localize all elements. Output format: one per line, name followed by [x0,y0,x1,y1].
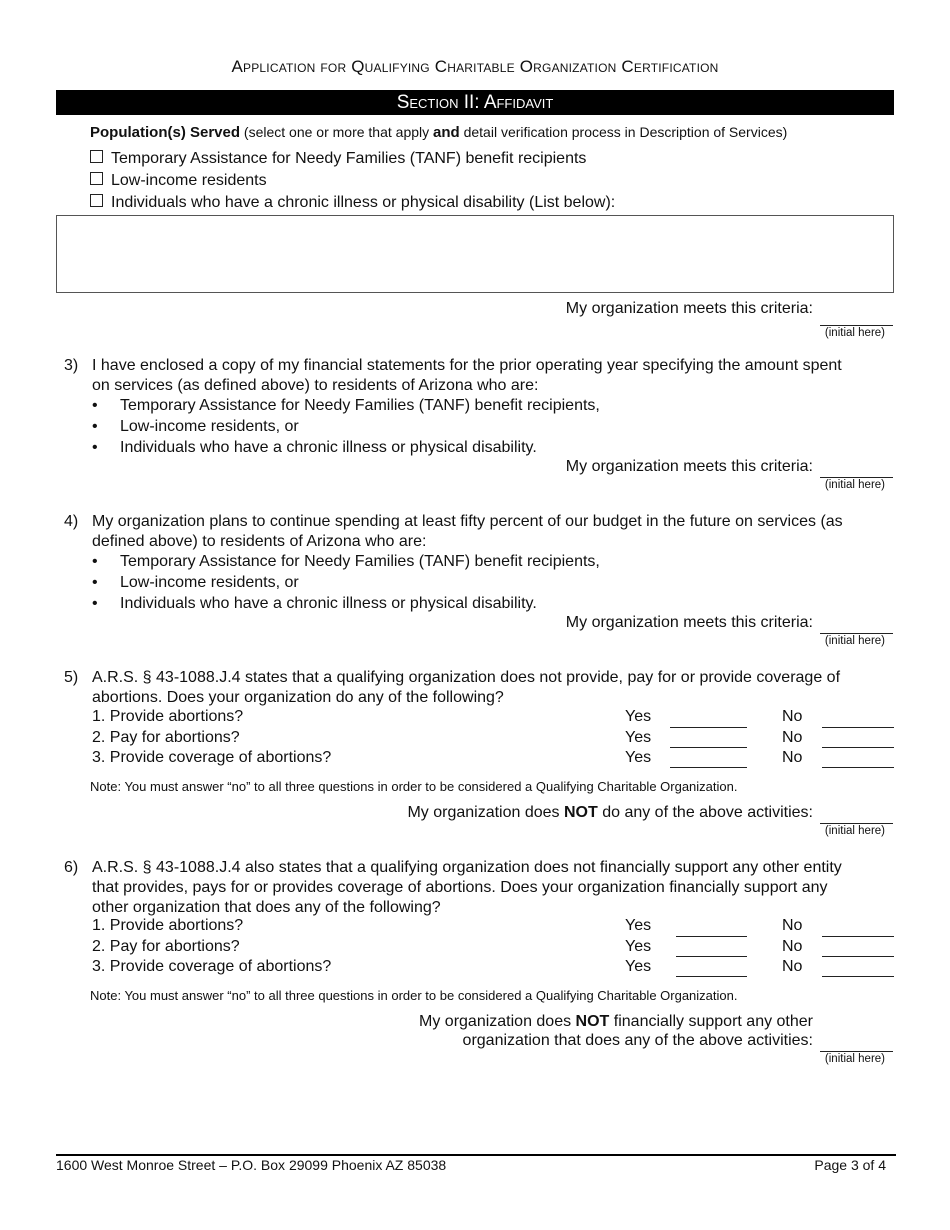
item3-bullet: • Individuals who have a chronic illness or physical disability. [92,439,537,456]
population-initial-label: (initial here) [824,327,885,339]
item5-criteria-pre: My organization does [407,804,564,821]
item4-bullet: • Temporary Assistance for Needy Families (TANF) benefit recipients, [92,553,600,570]
population-initial-field[interactable] [820,325,893,326]
item6-question: 1. Provide abortions? [92,917,244,934]
item5-q2-yes-field[interactable] [670,747,747,748]
item5-question: 3. Provide coverage of abortions? [92,749,332,766]
item6-note: Note: You must answer “no” to all three questions in order to be considered a Qualifying Charitable Organization. [90,988,738,1003]
item5-criteria-label [407,804,813,822]
item6-yes-label: Yes [625,917,652,934]
item4-line1: My organization plans to continue spending at least fifty percent of our budget in the future on services (as [92,513,843,530]
item6-q1-yes-field[interactable] [676,936,747,937]
tanf-checkbox[interactable] [90,150,103,163]
population-heading-text-2: detail verification process in Description of Services) [459,124,788,140]
item6-line2: that provides, pays for or provides coverage of abortions. Does your organization financially support any [92,879,828,896]
item3-bullet-text: Individuals who have a chronic illness or physical disability. [120,439,537,456]
page-number: Page 3 of 4 [814,1157,886,1173]
item3-criteria-label: My organization meets this criteria: [565,458,813,475]
population-heading-text: (select one or more that apply [240,124,434,140]
item5-q1-no-field[interactable] [822,727,894,728]
form-title: Application for Qualifying Charitable Organization Certification [231,57,719,76]
item6-criteria-label [419,1013,813,1031]
item3-line2: on services (as defined above) to residents of Arizona who are: [92,377,539,394]
item4-bullet-text: Individuals who have a chronic illness or physical disability. [120,595,537,612]
item4-line2: defined above) to residents of Arizona who are: [92,533,427,550]
item4-number: 4) [64,513,79,530]
item4-bullet: • Low-income residents, or [92,574,299,591]
item3-bullet: • Temporary Assistance for Needy Families (TANF) benefit recipients, [92,397,600,414]
item6-criteria-post: financially support any other [609,1013,813,1030]
item3-bullet-text: Temporary Assistance for Needy Families (TANF) benefit recipients, [120,397,600,414]
item4-bullet: • Individuals who have a chronic illness or physical disability. [92,595,537,612]
item6-no-label: No [782,917,803,934]
item3-line1: I have enclosed a copy of my financial statements for the prior operating year specifying the amount spent [92,357,842,374]
item5-no-label: No [782,729,803,746]
low-income-checkbox[interactable] [90,172,103,185]
item6-question: 3. Provide coverage of abortions? [92,958,332,975]
item6-q1-no-field[interactable] [822,936,894,937]
item6-criteria-label-2: organization that does any of the above activities: [462,1032,813,1049]
item6-initial-field[interactable] [820,1051,893,1052]
item5-no-label: No [782,749,803,766]
population-option-tanf [90,150,586,168]
item5-yes-label: Yes [625,708,652,725]
population-heading [90,124,787,141]
item5-note: Note: You must answer “no” to all three questions in order to be considered a Qualifying Charitable Organization. [90,779,738,794]
item5-yes-label: Yes [625,749,652,766]
item5-q1-yes-field[interactable] [670,727,747,728]
item3-bullet: • Low-income residents, or [92,418,299,435]
item3-initial-field[interactable] [820,477,893,478]
footer-divider [56,1154,896,1156]
section-title: Section II: Affidavit [56,90,894,115]
population-option-label: Temporary Assistance for Needy Families (TANF) benefit recipients [111,150,587,167]
item6-initial-label: (initial here) [824,1053,885,1065]
item4-criteria-label: My organization meets this criteria: [565,614,813,631]
population-heading-and: and [433,124,460,141]
item6-yes-label: Yes [625,938,652,955]
item5-yes-label: Yes [625,729,652,746]
item5-q2-no-field[interactable] [822,747,894,748]
disability-list-field[interactable] [56,215,894,293]
item5-q3-no-field[interactable] [822,767,894,768]
item6-q3-yes-field[interactable] [676,976,747,977]
item5-criteria-bold: NOT [563,804,598,821]
item3-bullet-text: Low-income residents, or [120,418,299,435]
item3-initial-label: (initial here) [824,479,885,491]
population-heading-bold: Population(s) Served [90,124,241,141]
disability-checkbox[interactable] [90,194,103,207]
item4-initial-label: (initial here) [824,635,885,647]
item6-yes-label: Yes [625,958,652,975]
item5-question: 1. Provide abortions? [92,708,244,725]
population-option-label: Low-income residents [111,172,267,189]
item6-line3: other organization that does any of the following? [92,899,441,916]
item6-number: 6) [64,859,79,876]
item5-initial-label: (initial here) [824,825,885,837]
item6-no-label: No [782,938,803,955]
item6-no-label: No [782,958,803,975]
population-option-disability [90,194,615,212]
item5-no-label: No [782,708,803,725]
item6-q2-no-field[interactable] [822,956,894,957]
item4-bullet-text: Low-income residents, or [120,574,299,591]
item5-number: 5) [64,669,79,686]
population-criteria-label: My organization meets this criteria: [565,300,813,317]
item6-line1: A.R.S. § 43-1088.J.4 also states that a qualifying organization does not financially support any other entity [92,859,842,876]
footer-address: 1600 West Monroe Street – P.O. Box 29099 Phoenix AZ 85038 [56,1157,447,1173]
item6-question: 2. Pay for abortions? [92,938,240,955]
item5-question: 2. Pay for abortions? [92,729,240,746]
population-option-label: Individuals who have a chronic illness or physical disability (List below): [111,194,616,211]
item3-number: 3) [64,357,79,374]
item4-bullet-text: Temporary Assistance for Needy Families (TANF) benefit recipients, [120,553,600,570]
item5-initial-field[interactable] [820,823,893,824]
item4-initial-field[interactable] [820,633,893,634]
item5-q3-yes-field[interactable] [670,767,747,768]
item5-criteria-post: do any of the above activities: [597,804,813,821]
item6-criteria-pre: My organization does [419,1013,576,1030]
item5-line2: abortions. Does your organization do any of the following? [92,689,504,706]
item6-criteria-bold: NOT [575,1013,610,1030]
item6-q2-yes-field[interactable] [676,956,747,957]
population-option-low-income [90,172,267,190]
item6-q3-no-field[interactable] [822,976,894,977]
item5-line1: A.R.S. § 43-1088.J.4 states that a qualifying organization does not provide, pay for or provide coverage of [92,669,841,686]
